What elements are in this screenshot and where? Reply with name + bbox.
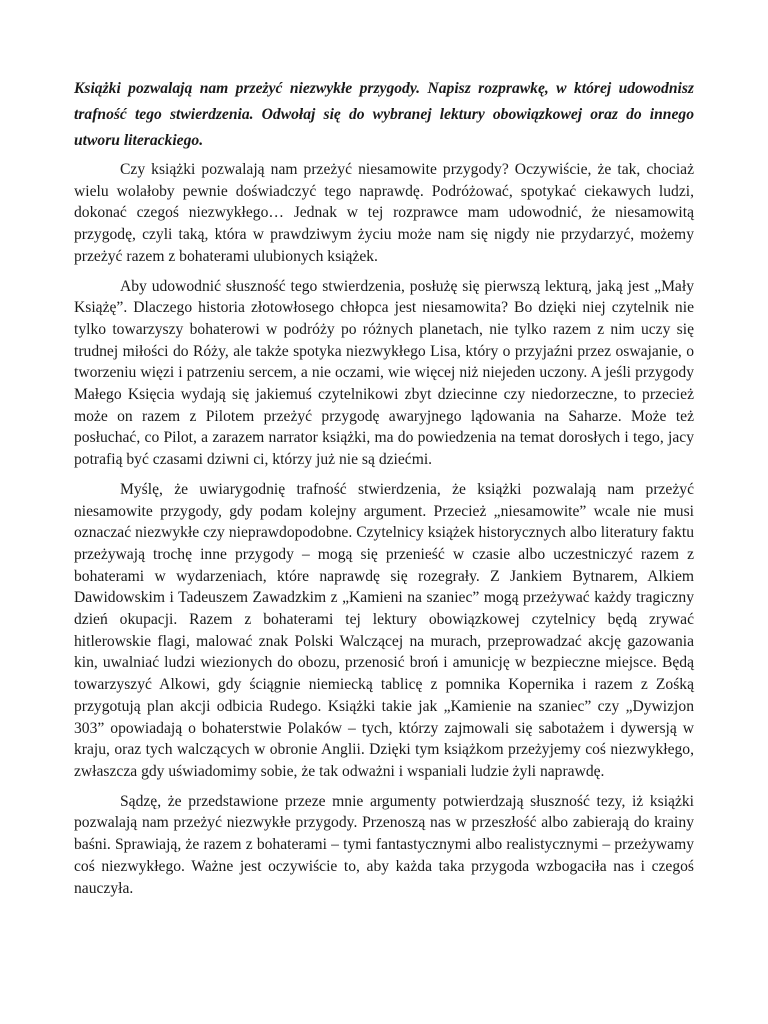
paragraph-introduction: Czy książki pozwalają nam przeżyć niesamowite przygody? Oczywiście, że tak, chociaż wielu wolałoby pewnie doświadczyć tego naprawdę. Podróżować, spotykać ciekawych ludzi, dokonać czegoś niezwykłego… Jednak w tej rozprawce mam udowodnić, że niesamowitą przygodę, czyli taką, która w prawdziwym życiu może nam się nigdy nie przydarzyć, możemy przeżyć razem z bohaterami ulubionych książek. — [74, 161, 694, 265]
essay-task-prompt: Książki pozwalają nam przeżyć niezwykłe przygody. Napisz rozprawkę, w której udowodnisz trafność tego stwierdzenia. Odwołaj się do wybranej lektury obowiązkowej oraz do innego utworu literackiego. — [74, 80, 694, 149]
paragraph-argument-kamienie-na-szaniec: Myślę, że uwiarygodnię trafność stwierdzenia, że książki pozwalają nam przeżyć niesamowite przygody, gdy podam kolejny argument. Przecież „niesamowite” wcale nie musi oznaczać niezwykłe czy nieprawdopodobne. Czytelnicy książek historycznych albo literatury faktu przeżywają trochę inne przygody – mogą się przenieść w czasie albo uczestniczyć razem z bohaterami w wydarzeniach, które naprawdę się rozegrały. Z Jankiem Bytnarem, Alkiem Dawidowskim i Tadeuszem Zawadzkim z „Kamieni na szaniec” mogą przeżywać każdy tragiczny dzień okupacji. Razem z bohaterami tej lektury obowiązkowej czytelnicy będą zrywać hitlerowskie flagi, malować znak Polski Walczącej na murach, przeprowadzać akcję gazowania kin, uwalniać ludzi wiezionych do obozu, przenosić broń i amunicję w bezpieczne miejsce. Będą towarzyszyć Alkowi, gdy ściągnie niemiecką tablicę z pomnika Kopernika i razem z Zośką przygotują plan akcji odbicia Rudego. Książki takie jak „Kamienie na szaniec” czy „Dywizjon 303” opowiadają o bohaterstwie Polaków – tych, którzy zajmowali się sabotażem i dywersją w kraju, oraz tych walczących w obronie Anglii. Dzięki tym książkom przeżyjemy coś niezwykłego, zwłaszcza gdy uświadomimy sobie, że tak odważni i wspaniali ludzie żyli naprawdę. — [74, 480, 694, 780]
paragraph-argument-maly-ksiaze: Aby udowodnić słuszność tego stwierdzenia, posłużę się pierwszą lekturą, jaką jest „Mały Książę”. Dlaczego historia złotowłosego chłopca jest niesamowita? Bo dzięki niej czytelnik nie tylko towarzyszy bohaterowi w podróży po różnych planetach, nie tylko razem z nim uczy się trudnej miłości do Róży, ale także spotyka niezwykłego Lisa, który o przyjaźni przez oswajanie, o tworzeniu więzi i patrzeniu sercem, a nie oczami, wie więcej niż niejeden uczony. A jeśli przygody Małego Księcia wydają się jakiemuś czytelnikowi zbyt dziecinne czy niedorzeczne, to przecież może on razem z Pilotem przeżyć przygodę awaryjnego lądowania na Saharze. Może też posłuchać, co Pilot, a zarazem narrator książki, ma do powiedzenia na temat dorosłych i tego, jacy potrafią być czasami dziwni ci, którzy już nie są dziećmi. — [74, 277, 694, 469]
document-page — [74, 76, 694, 907]
paragraph-conclusion: Sądzę, że przedstawione przeze mnie argumenty potwierdzają słuszność tezy, iż książki pozwalają nam przeżyć niezwykłe przygody. Przenoszą nas w przeszłość albo zabierają do krainy baśni. Sprawiają, że razem z bohaterami – tymi fantastycznymi albo realistycznymi – przeżywamy coś niezwykłego. Ważne jest oczywiście to, aby każda taka przygoda wzbogaciła nas i czegoś nauczyła. — [74, 792, 694, 897]
